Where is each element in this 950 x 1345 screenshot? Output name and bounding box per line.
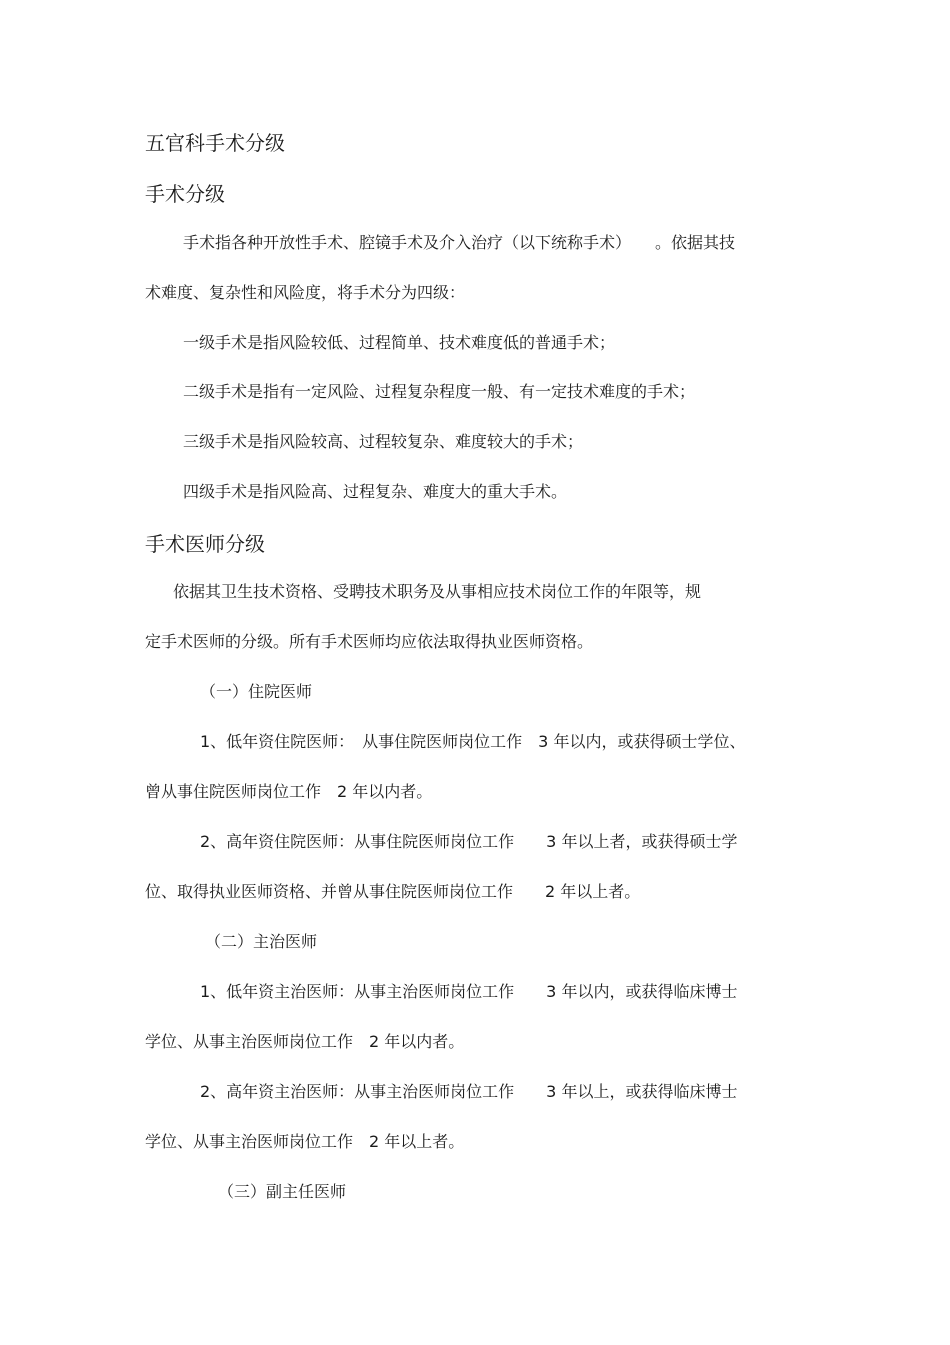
subsection-heading-attending: （二）主治医师 — [205, 932, 318, 951]
paragraph-line: 2、高年资住院医师：从事住院医师岗位工作 3 年以上者，或获得硕士学 — [200, 832, 738, 851]
paragraph-line: 1、低年资主治医师：从事主治医师岗位工作 3 年以内，或获得临床博士 — [200, 982, 738, 1001]
paragraph-line: 依据其卫生技术资格、受聘技术职务及从事相应技术岗位工作的年限等，规 — [173, 582, 702, 601]
paragraph-line: 1、低年资住院医师： 从事住院医师岗位工作 3 年以内，或获得硕士学位、 — [200, 732, 746, 751]
section-heading-surgery-grading: 手术分级 — [145, 182, 225, 206]
subsection-heading-associate-chief: （三）副主任医师 — [218, 1182, 347, 1201]
grade-item-1: 一级手术是指风险较低、过程简单、技术难度低的普通手术； — [183, 333, 616, 352]
paragraph-line: 2、高年资主治医师：从事主治医师岗位工作 3 年以上，或获得临床博士 — [200, 1082, 738, 1101]
paragraph-line: 学位、从事主治医师岗位工作 2 年以上者。 — [145, 1132, 465, 1151]
paragraph-line: 学位、从事主治医师岗位工作 2 年以内者。 — [145, 1032, 465, 1051]
paragraph-line: 定手术医师的分级。所有手术医师均应依法取得执业医师资格。 — [145, 632, 594, 651]
subsection-heading-resident: （一）住院医师 — [200, 682, 313, 701]
grade-item-2: 二级手术是指有一定风险、过程复杂程度一般、有一定技术难度的手术； — [183, 382, 696, 401]
paragraph-line: 位、取得执业医师资格、并曾从事住院医师岗位工作 2 年以上者。 — [145, 882, 641, 901]
paragraph-line: 术难度、复杂性和风险度，将手术分为四级： — [145, 283, 466, 302]
section-heading-surgeon-grading: 手术医师分级 — [145, 532, 265, 556]
paragraph-line: 手术指各种开放性手术、腔镜手术及介入治疗（以下统称手术） 。依据其技 — [183, 233, 736, 252]
grade-item-4: 四级手术是指风险高、过程复杂、难度大的重大手术。 — [183, 482, 568, 501]
grade-item-3: 三级手术是指风险较高、过程较复杂、难度较大的手术； — [183, 432, 584, 451]
document-title: 五官科手术分级 — [145, 131, 285, 155]
paragraph-line: 曾从事住院医师岗位工作 2 年以内者。 — [145, 782, 433, 801]
